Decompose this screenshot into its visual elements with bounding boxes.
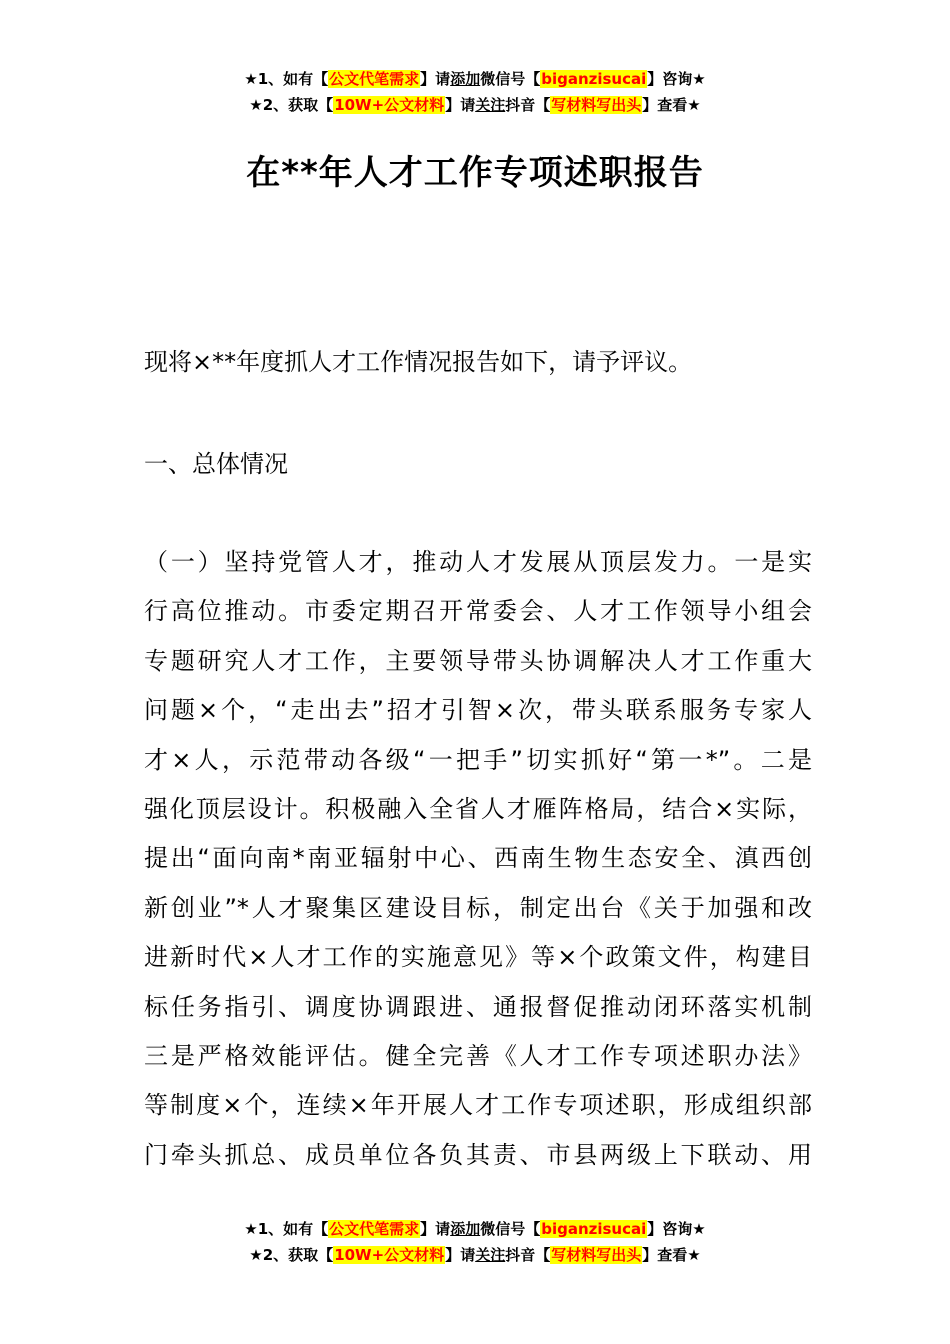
- underlined-text: 添加: [450, 1220, 481, 1238]
- highlight-text: 写材料写出头: [551, 1246, 642, 1264]
- header-banner: [0, 66, 950, 118]
- highlight-text: 公文代笔需求: [329, 1220, 420, 1238]
- body-line: 进新时代×人才工作的实施意见》等×个政策文件，构建目: [144, 943, 812, 972]
- body-line: 问题×个，“走出去”招才引智×次，带头联系服务专家人: [144, 696, 812, 725]
- banner-line-1: ★1、如有【公文代笔需求】请添加微信号【biganzisucai】咨询★: [244, 1220, 706, 1238]
- banner-line-2: ★2、获取【10W+公文材料】请关注抖音【写材料写出头】查看★: [249, 1246, 701, 1264]
- body-line: 三是严格效能评估。健全完善《人才工作专项述职办法》: [144, 1042, 812, 1071]
- highlight-text: biganzisucai: [541, 1220, 647, 1238]
- highlight-text: 10W+公文材料: [334, 1246, 445, 1264]
- highlight-text: biganzisucai: [541, 70, 647, 88]
- banner-line-1: ★1、如有【公文代笔需求】请添加微信号【biganzisucai】咨询★: [244, 70, 706, 88]
- body-line: 专题研究人才工作，主要领导带头协调解决人才工作重大: [144, 646, 812, 675]
- highlight-text: 公文代笔需求: [329, 70, 420, 88]
- body-line: （一）坚持党管人才，推动人才发展从顶层发力。一是实: [144, 548, 812, 576]
- footer-banner: [0, 1216, 950, 1268]
- underlined-text: 关注: [475, 96, 506, 114]
- highlight-text: 10W+公文材料: [334, 96, 445, 114]
- body-line: 标任务指引、调度协调跟进、通报督促推动闭环落实机制: [144, 992, 812, 1021]
- underlined-text: 添加: [450, 70, 481, 88]
- section-heading: 一、总体情况: [144, 450, 288, 478]
- body-line: 等制度×个，连续×年开展人才工作专项述职，形成组织部: [144, 1091, 812, 1120]
- body-line: 提出“面向南*南亚辐射中心、西南生物生态安全、滇西创: [144, 844, 812, 873]
- underlined-text: 关注: [475, 1246, 506, 1264]
- banner-line-2: ★2、获取【10W+公文材料】请关注抖音【写材料写出头】查看★: [249, 96, 701, 114]
- body-line: 新创业”*人才聚集区建设目标，制定出台《关于加强和改: [144, 893, 812, 922]
- document-title: 在**年人才工作专项述职报告: [246, 153, 704, 193]
- body-line: 门牵头抓总、成员单位各负其责、市县两级上下联动、用: [144, 1140, 812, 1169]
- intro-paragraph: 现将×**年度抓人才工作情况报告如下，请予评议。: [144, 348, 693, 376]
- body-line: 强化顶层设计。积极融入全省人才雁阵格局，结合×实际，: [144, 795, 812, 824]
- body-line: 行高位推动。市委定期召开常委会、人才工作领导小组会: [144, 597, 812, 626]
- highlight-text: 写材料写出头: [551, 96, 642, 114]
- body-paragraph: [144, 538, 812, 1180]
- body-line: 才×人，示范带动各级“一把手”切实抓好“第一*”。二是: [144, 745, 812, 774]
